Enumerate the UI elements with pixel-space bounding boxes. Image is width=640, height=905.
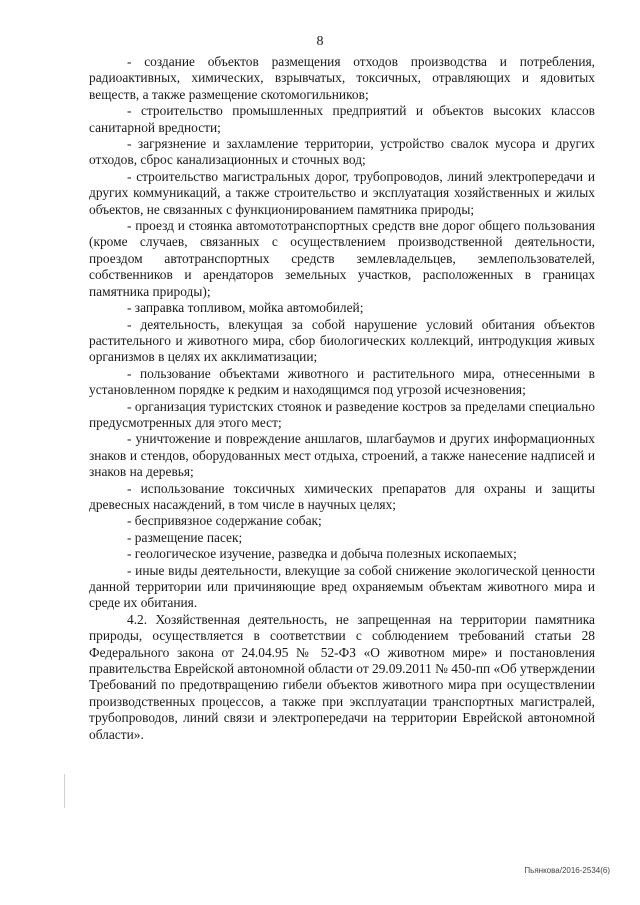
clause-signage-damage: - уничтожение и повреждение аншлагов, шлагбаумов и других информационных знаков и стендов, оборудованных мест отдыха, строений, а также нанесение надписей и знаков на деревья; bbox=[89, 431, 595, 480]
scan-margin-mark bbox=[64, 774, 65, 808]
clause-waste-facilities: - создание объектов размещения отходов производства и потребления, радиоактивных, химических, взрывчатых, токсичных, отравляющих и ядовитых веществ, а также размещение скотомогильников; bbox=[89, 54, 595, 102]
clause-roads-pipelines: - строительство магистральных дорог, трубопроводов, линий электропередачи и других коммуникаций, а также строительство и эксплуатация хозяйственных и жилых объектов, не связанных с функционированием памятника природы; bbox=[89, 168, 595, 217]
clause-toxic-chemicals: - использование токсичных химических препаратов для охраны и защиты древесных насаждений, в том числе в научных целях; bbox=[89, 480, 595, 512]
document-body bbox=[89, 54, 595, 743]
clause-rare-species: - пользование объектами животного и растительного мира, отнесенными в установленном порядке к редким и находящимся под угрозой исчезновения; bbox=[89, 365, 595, 398]
clause-other-activities: - иные виды деятельности, влекущие за собой снижение экологической ценности данной территории или причиняющие вред охраняемым объектам животного мира и среде их обитания. bbox=[89, 562, 595, 611]
clause-campfires: - организация туристских стоянок и разведение костров за пределами специально предусмотренных для этого мест; bbox=[89, 398, 595, 430]
clause-pollution: - загрязнение и захламление территории, устройство свалок мусора и других отходов, сброс канализационных и сточных вод; bbox=[89, 136, 595, 168]
clause-apiaries: - размещение пасек; bbox=[127, 529, 243, 545]
clause-refueling: - заправка топливом, мойка автомобилей; bbox=[127, 300, 364, 316]
clause-vehicle-traffic: - проезд и стоянка автомототранспортных средств вне дорог общего пользования (кроме случаев, связанных с осуществлением производственной деятельности, проездом автотранспортных средств землевладельцев, землепользователей, собственников и арендаторов земельных участков, расположенных в границах памятника природы); bbox=[89, 218, 595, 299]
clause-industrial-construction: - строительство промышленных предприятий и объектов высоких классов санитарной вредности; bbox=[89, 103, 595, 135]
clause-dogs: - беспривязное содержание собак; bbox=[127, 513, 322, 529]
clause-habitat-disturbance: - деятельность, влекущая за собой нарушение условий обитания объектов растительного и животного мира, сбор биологических коллекций, интродукция живых организмов в целях их акклиматизации; bbox=[89, 316, 595, 365]
section-4-2: 4.2. Хозяйственная деятельность, не запрещенная на территории памятника природы, осуществляется в соответствии с соблюдением требований статьи 28 Федерального закона от 24.04.95 № 52-ФЗ «О животном мире» и постановления правительства Еврейской автономной области от 29.09.2011 № 450-пп «Об утверждении Требований по предотвращению гибели объектов животного мира при осуществлении производственных процессов, а также при эксплуатации транспортных магистралей, трубопроводов, линий связи и электропередачи на территории Еврейской автономной области». bbox=[89, 611, 595, 742]
page-number: 8 bbox=[316, 34, 324, 49]
footer-code: Пьянкова/2016-2534(6) bbox=[524, 866, 610, 875]
clause-mining: - геологическое изучение, разведка и добыча полезных ископаемых; bbox=[127, 546, 517, 562]
